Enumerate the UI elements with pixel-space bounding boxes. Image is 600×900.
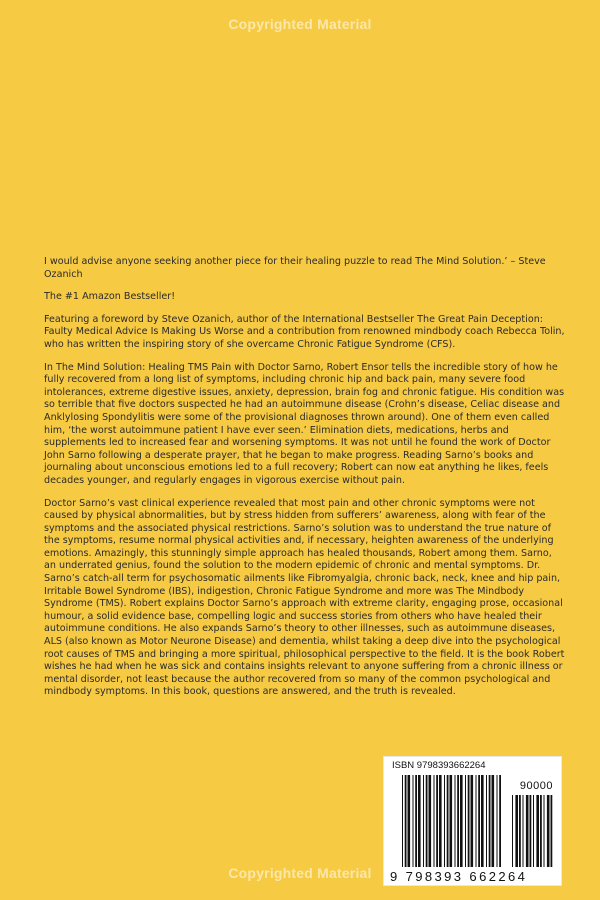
foreword-paragraph: Featuring a foreword by Steve Ozanich, author of the International Bestseller The Great Pain Deception: Faulty Medical Advice Is Making Us Worse and a contribution from renowned mindbody coach Rebecca Tolin, who has written the inspiring story of she overcame Chronic Fatigue Syndrome (CFS). bbox=[44, 313, 565, 350]
barcode-bar bbox=[476, 775, 477, 867]
isbn-label: ISBN 9798393662264 bbox=[392, 760, 486, 771]
blurb-quote: I would advise anyone seeking another piece for their healing puzzle to read The Mind Solution.’ – Steve Ozanich bbox=[44, 256, 546, 280]
barcode-bar bbox=[471, 775, 474, 867]
barcode-bar bbox=[429, 775, 432, 867]
barcode-bar bbox=[455, 775, 456, 867]
barcode-bar bbox=[547, 795, 550, 867]
barcode-bar bbox=[515, 795, 518, 867]
back-cover-text bbox=[44, 256, 566, 709]
barcode-bar bbox=[418, 775, 421, 867]
barcode-bar bbox=[519, 795, 521, 867]
barcode-digits: 9 798393 662264 bbox=[390, 869, 528, 884]
barcode-bar bbox=[415, 775, 417, 867]
sarno-paragraph: Doctor Sarno’s vast clinical experience revealed that most pain and other chronic symptoms were not caused by physical abnormalities, but by stress hidden from sufferers’ awareness, along with fear of the symptoms and the associated physical restrictions. Sarno’s solution was to understand the true nature of the symptoms, resume normal physical activities and, if necessary, heighten awareness of the underlying emotions. Amazingly, this stunningly simple approach has healed thousands, Robert among them. Sarno, an underrated genius, found the solution to the modern epidemic of chronic and mental symptoms. Dr. Sarno’s catch-all term for psychosomatic ailments like Fibromyalgia, chronic back, neck, knee and hip pain, Irritable Bowel Syndrome (IBS), indigestion, Chronic Fatigue Syndrome and more was The Mindbody Syndrome (TMS). Robert explains Doctor Sarno’s approach with extreme clarity, engaging prose, occasional humour, a solid evidence base, compelling logic and success stories from others who have healed their autoimmune conditions. He also expands Sarno’s theory to other illnesses, such as autoimmune diseases, ALS (also known as Motor Neurone Disease) and dementia, whilst taking a deep dive into the psychological root causes of TMS and bringing a more spiritual, philosophical perspective to the field. It is the book Robert wishes he had when he was sick and contains insights relevant to anyone suffering from a chronic illness or mental disorder, not least because the author recovered from so many of the common psychological and mindbody symptoms. In this book, questions are answered, and the truth is revealed. bbox=[44, 497, 565, 698]
barcode-bar bbox=[499, 775, 501, 867]
bestseller-line: The #1 Amazon Bestseller! bbox=[44, 291, 176, 303]
barcode-bar bbox=[478, 775, 480, 867]
price-code: 90000 bbox=[519, 780, 553, 792]
barcode-bar bbox=[468, 775, 470, 867]
barcode-bar bbox=[447, 775, 449, 867]
barcode-bar bbox=[551, 795, 553, 867]
barcode-bar bbox=[489, 775, 491, 867]
barcode-bar bbox=[436, 775, 438, 867]
barcode-bar bbox=[413, 775, 414, 867]
barcode-bar bbox=[530, 795, 532, 867]
barcode-bar bbox=[536, 795, 539, 867]
barcode-bar bbox=[544, 795, 545, 867]
barcode-bar bbox=[465, 775, 466, 867]
barcode-bar bbox=[408, 775, 411, 867]
story-paragraph: In The Mind Solution: Healing TMS Pain with Doctor Sarno, Robert Ensor tells the incredible story of how he fully recovered from a long list of symptoms, including chronic hip and back pain, many severe food intolerances, extreme digestive issues, anxiety, depression, brain fog and chronic fatigue. His condition was so terrible that five doctors suspected he had an autoimmune disease (Crohn’s disease, Celiac disease and Anklylosing Spondylitis were some of the provisional diagnoses thrown around). One of them even called him, ‘the worst autoimmune patient I have ever seen.’ Elimination diets, medications, herbs and supplements led to increased fear and worsening symptoms. It was not until he found the work of Doctor John Sarno following a desperate prayer, that he began to make progress. Reading Sarno’s books and journaling about unconscious emotions led to a full recovery; Robert can now eat anything he likes, feels decades younger, and regularly engages in vigorous exercise without pain. bbox=[44, 361, 565, 486]
barcode-bar bbox=[460, 775, 463, 867]
barcode-bar bbox=[533, 795, 534, 867]
barcode-bar bbox=[426, 775, 428, 867]
barcode-bar bbox=[512, 795, 513, 867]
barcode-bar bbox=[405, 775, 407, 867]
barcode-bar bbox=[402, 775, 403, 867]
barcode-bar bbox=[434, 775, 435, 867]
barcode-bar bbox=[486, 775, 487, 867]
watermark-bottom: Copyrighted Material bbox=[228, 865, 372, 881]
barcode-bar bbox=[457, 775, 459, 867]
barcode-bar bbox=[492, 775, 495, 867]
barcode-bar bbox=[523, 795, 524, 867]
barcode-bar bbox=[526, 795, 529, 867]
barcode-bar bbox=[481, 775, 484, 867]
barcode-bar bbox=[423, 775, 424, 867]
barcode-bar bbox=[497, 775, 498, 867]
barcode-bar bbox=[450, 775, 453, 867]
watermark-top: Copyrighted Material bbox=[228, 16, 372, 32]
barcode-bar bbox=[540, 795, 542, 867]
barcode-bar bbox=[439, 775, 442, 867]
barcode-bar bbox=[444, 775, 445, 867]
